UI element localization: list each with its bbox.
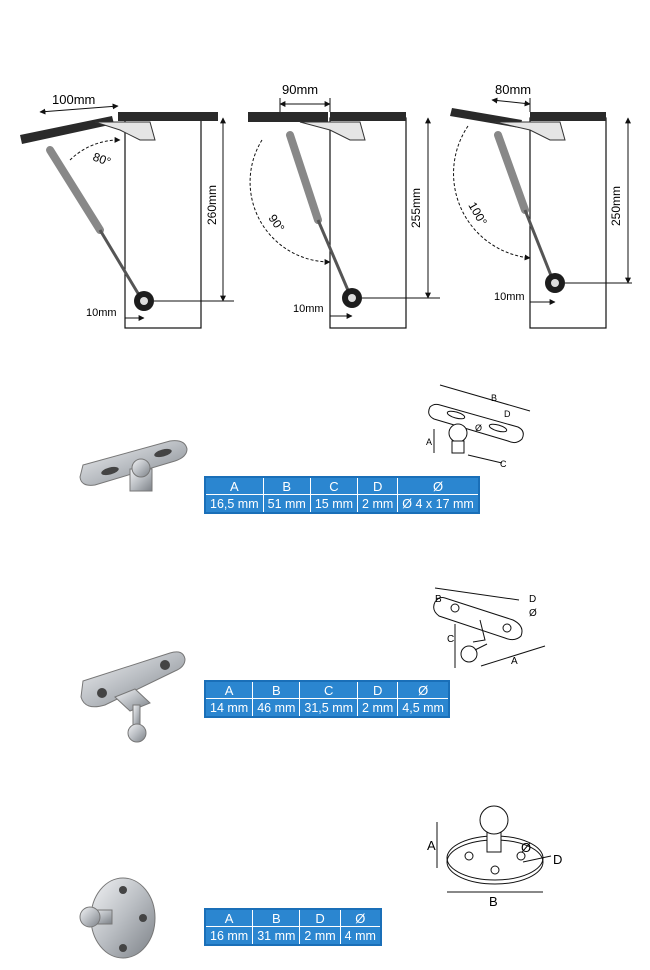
bracket-3-photo bbox=[78, 870, 158, 965]
bracket-1-spec-table bbox=[204, 476, 480, 514]
angle-label-3: 100° bbox=[465, 199, 490, 229]
value-row bbox=[206, 699, 448, 716]
header-d: D bbox=[300, 910, 340, 927]
drawing-label-dia: Ø bbox=[475, 423, 483, 433]
value-dia: 4,5 mm bbox=[398, 699, 448, 716]
bracket-2-drawing bbox=[425, 580, 555, 680]
offset-label-1: 10mm bbox=[86, 307, 117, 319]
gas-spring-body bbox=[498, 135, 525, 210]
header-c: C bbox=[300, 682, 358, 699]
gas-spring-body bbox=[290, 135, 318, 220]
bracket-3-spec-table bbox=[204, 908, 382, 946]
drawing-label-b: B bbox=[489, 894, 498, 909]
header-row bbox=[206, 682, 448, 699]
header-row bbox=[206, 910, 380, 927]
header-b: B bbox=[253, 682, 300, 699]
value-b: 46 mm bbox=[253, 699, 300, 716]
offset-label-2: 10mm bbox=[293, 303, 324, 315]
gas-spring-rod bbox=[100, 230, 142, 300]
width-label-1: 100mm bbox=[52, 92, 96, 107]
value-c: 15 mm bbox=[311, 495, 358, 512]
header-dia: Ø bbox=[341, 910, 380, 927]
drawing-label-dia: Ø bbox=[521, 840, 532, 855]
drawing-label-c: C bbox=[500, 459, 507, 469]
value-a: 16 mm bbox=[206, 927, 253, 944]
drawing-label-b: B bbox=[435, 594, 442, 605]
diagram-100-degree bbox=[450, 82, 632, 328]
width-label-2: 90mm bbox=[282, 82, 319, 97]
header-a: A bbox=[206, 682, 253, 699]
header-d: D bbox=[358, 478, 398, 495]
bracket-1-drawing bbox=[418, 375, 548, 475]
bracket-1-photo bbox=[75, 435, 195, 505]
angle-label-2: 90° bbox=[265, 211, 288, 235]
value-b: 51 mm bbox=[264, 495, 311, 512]
hinge bbox=[300, 122, 365, 140]
gas-spring-rod bbox=[318, 220, 350, 295]
header-d: D bbox=[358, 682, 398, 699]
diagram-90-degree bbox=[248, 82, 440, 328]
value-b: 31 mm bbox=[253, 927, 300, 944]
drawing-label-dia: Ø bbox=[529, 608, 537, 619]
value-c: 31,5 mm bbox=[300, 699, 358, 716]
header-b: B bbox=[264, 478, 311, 495]
drawing-label-a: A bbox=[427, 838, 436, 853]
header-a: A bbox=[206, 910, 253, 927]
drawing-label-c: C bbox=[447, 634, 455, 645]
drawing-label-b: B bbox=[491, 393, 498, 403]
height-label-2: 255mm bbox=[409, 187, 423, 228]
drawing-label-a: A bbox=[511, 656, 518, 667]
angle-label-1: 80° bbox=[90, 149, 113, 170]
header-dia: Ø bbox=[398, 478, 478, 495]
header-a: A bbox=[206, 478, 264, 495]
header-dia: Ø bbox=[398, 682, 448, 699]
value-d: 2 mm bbox=[358, 495, 398, 512]
drawing-label-d: D bbox=[553, 852, 563, 867]
value-row bbox=[206, 927, 380, 944]
lid-panel bbox=[248, 112, 328, 122]
drawing-label-d: D bbox=[529, 594, 537, 605]
installation-diagrams bbox=[0, 0, 650, 340]
height-label-1: 260mm bbox=[205, 184, 219, 225]
value-d: 2 mm bbox=[300, 927, 340, 944]
cabinet-top bbox=[330, 112, 406, 121]
header-row bbox=[206, 478, 478, 495]
bracket-3-drawing bbox=[425, 800, 575, 910]
value-d: 2 mm bbox=[358, 699, 398, 716]
height-label-3: 250mm bbox=[609, 185, 623, 226]
value-dia: 4 mm bbox=[341, 927, 380, 944]
offset-label-3: 10mm bbox=[494, 291, 525, 303]
cabinet-top bbox=[118, 112, 218, 121]
drawing-label-a: A bbox=[426, 437, 433, 447]
header-c: C bbox=[311, 478, 358, 495]
header-b: B bbox=[253, 910, 300, 927]
width-label-3: 80mm bbox=[495, 82, 532, 97]
value-row bbox=[206, 495, 478, 512]
value-a: 16,5 mm bbox=[206, 495, 264, 512]
bracket-2-spec-table bbox=[204, 680, 450, 718]
value-a: 14 mm bbox=[206, 699, 253, 716]
value-dia: Ø 4 x 17 mm bbox=[398, 495, 478, 512]
gas-spring-rod bbox=[525, 210, 552, 278]
bracket-2-photo bbox=[75, 645, 195, 750]
lid-panel bbox=[20, 116, 114, 144]
cabinet-top bbox=[530, 112, 606, 121]
drawing-label-d: D bbox=[504, 409, 511, 419]
diagram-80-degree bbox=[20, 92, 234, 328]
